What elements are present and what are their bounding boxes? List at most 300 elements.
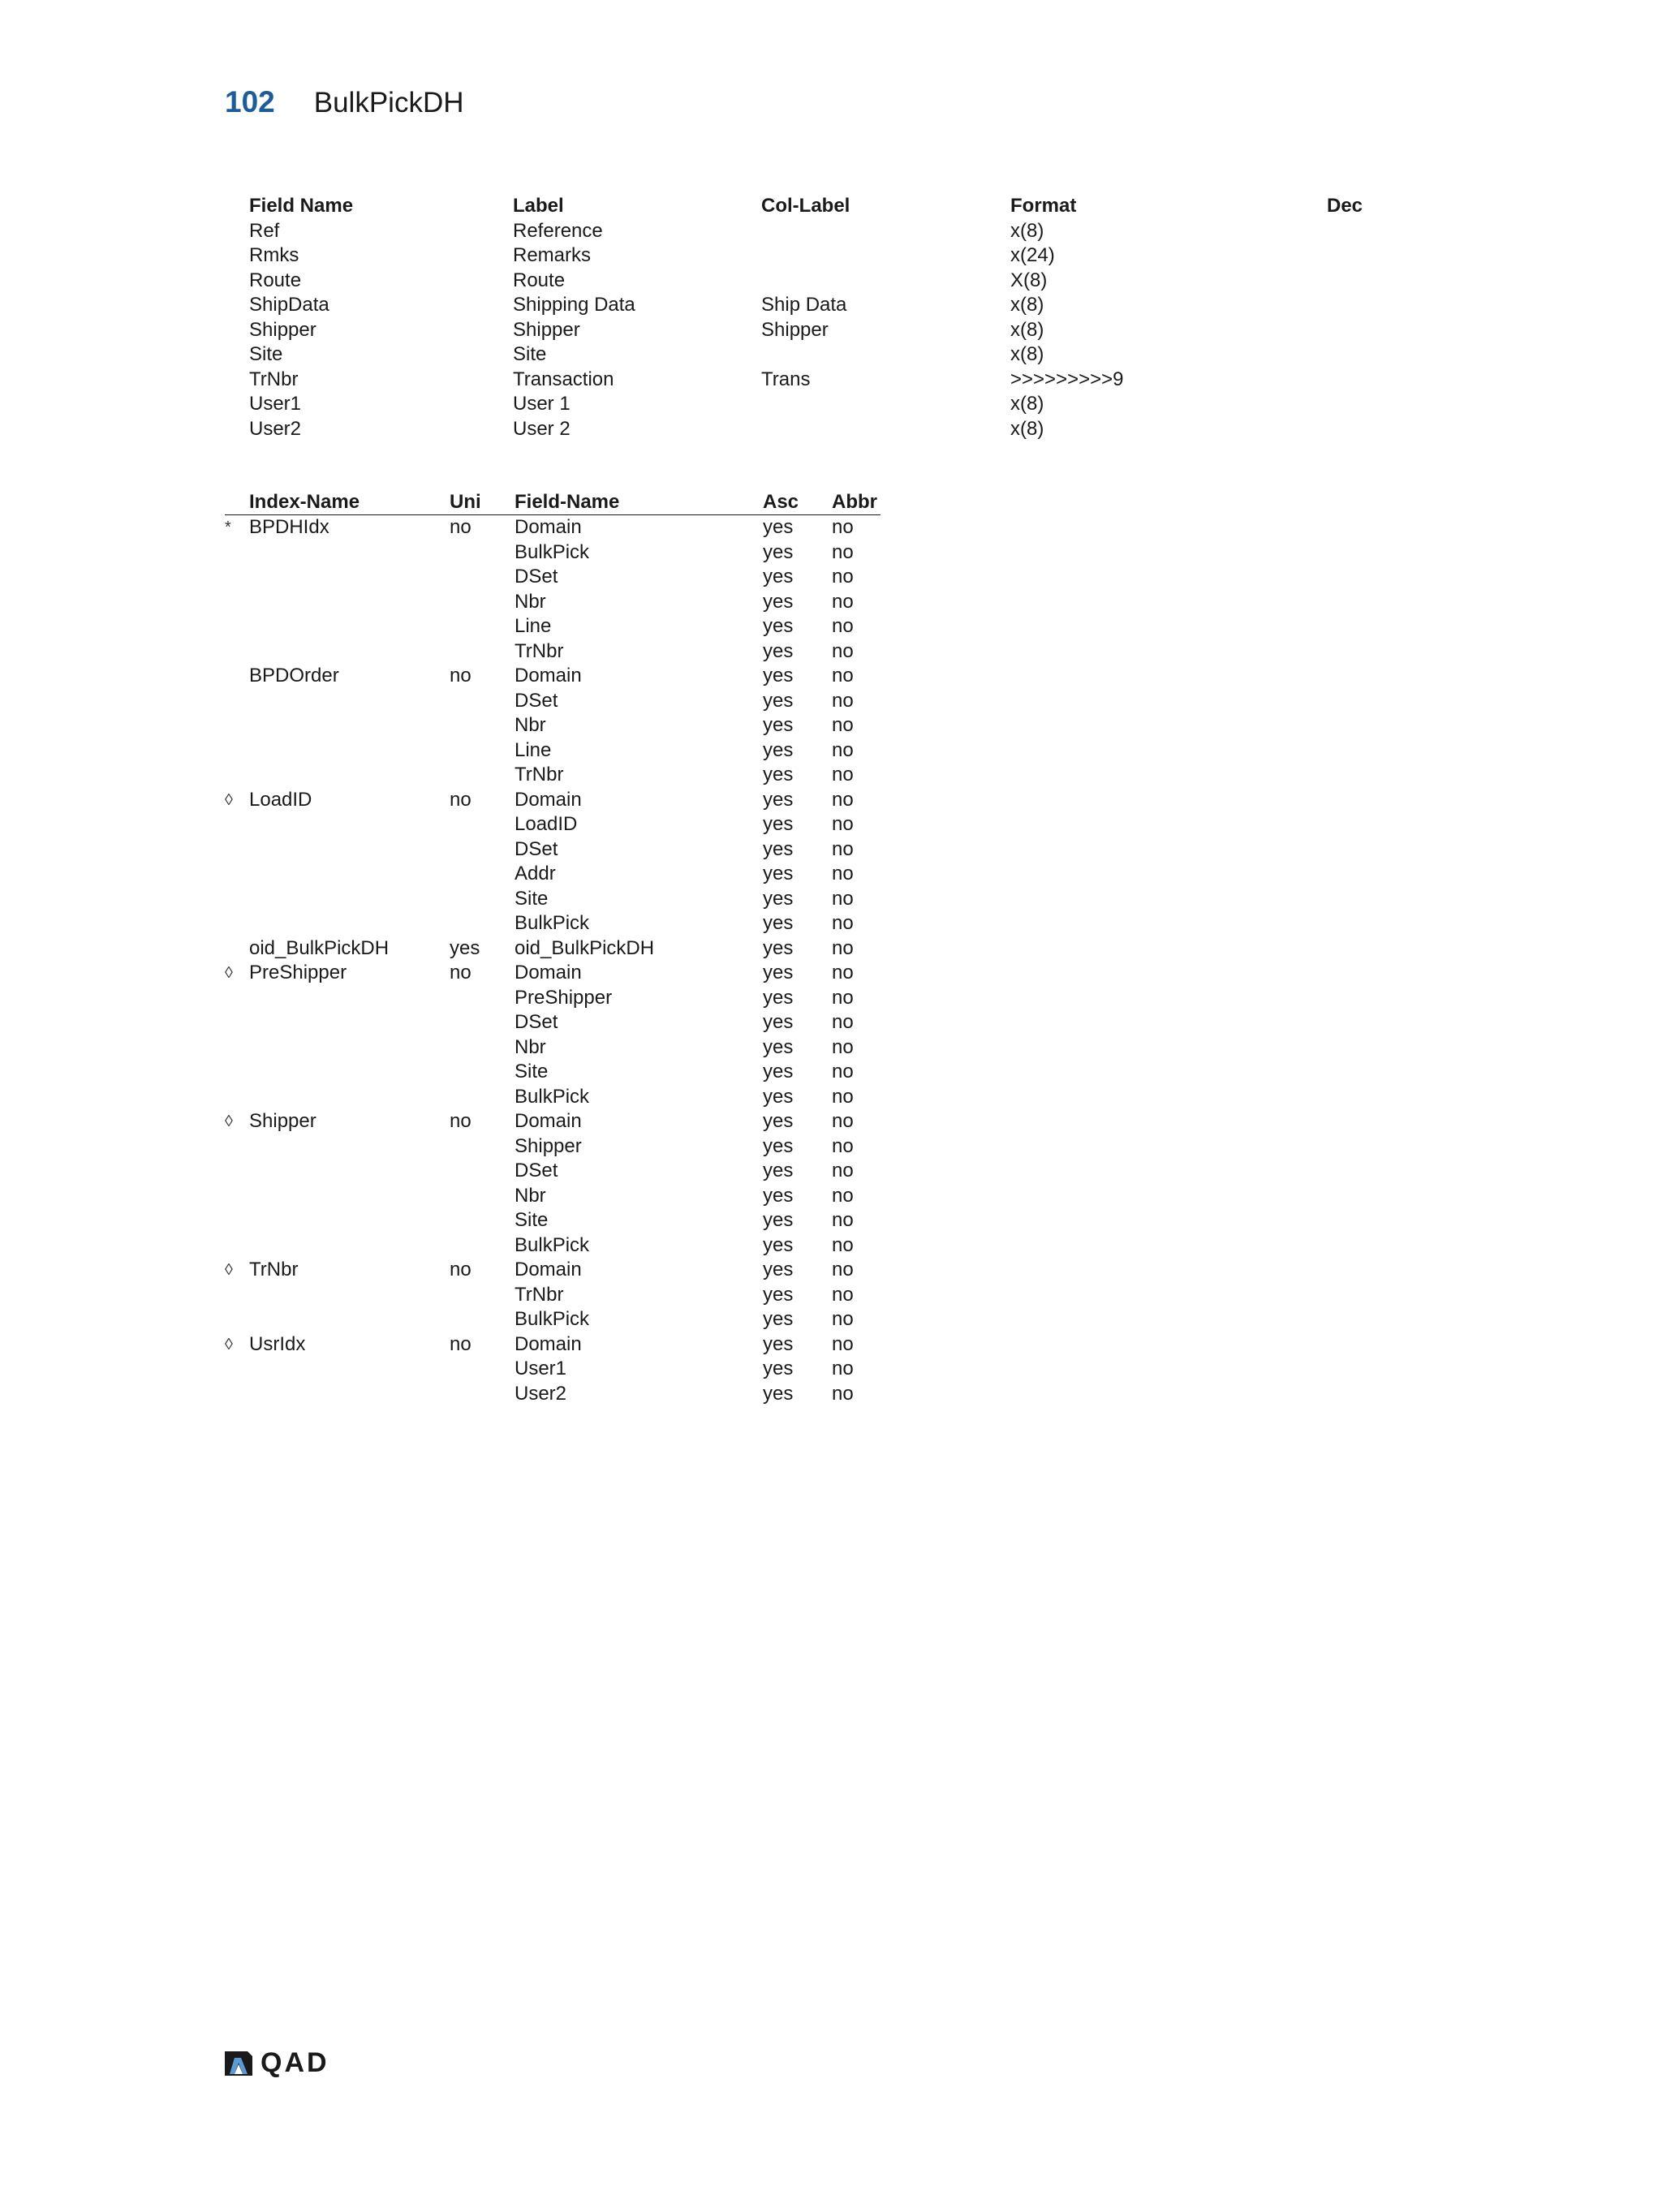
index-marker [225,862,249,887]
index-table-header [225,490,881,515]
table-cell: no [832,1283,854,1306]
column-header: Uni [450,491,481,513]
table-cell: User2 [249,417,302,440]
table-cell: yes [763,590,794,613]
table-cell: BulkPick [515,1085,590,1108]
table-row [249,368,1392,393]
table-cell: yes [763,764,794,785]
index-marker [225,911,249,936]
column-header: Index-Name [249,491,360,513]
table-cell [249,812,450,837]
table-cell: no [832,639,854,662]
table-cell: Shipper [515,1134,582,1157]
table-cell [249,887,450,912]
index-marker [225,1233,249,1259]
table-cell: DSet [515,566,558,587]
index-marker [225,1060,249,1085]
table-cell: yes [763,788,794,811]
table-row [249,269,1392,294]
table-cell [1327,342,1392,368]
table-cell: no [450,516,471,538]
table-cell: yes [763,1134,794,1157]
table-cell: Reference [513,219,603,242]
table-cell: Site [515,1209,549,1231]
table-row [249,318,1392,343]
table-cell: yes [763,1308,794,1330]
table-cell [450,1382,515,1407]
table-row [225,812,881,837]
table-cell: no [450,1259,471,1280]
table-cell: UsrIdx [249,1332,306,1355]
table-cell [450,738,515,764]
table-cell: Shipper [249,1110,316,1132]
column-header: Col-Label [761,195,850,217]
table-cell: yes [763,1110,794,1132]
table-cell: yes [763,887,794,910]
table-cell: Domain [515,788,582,811]
table-cell: Ship Data [761,294,847,316]
index-table-body [225,515,881,1406]
table-cell [450,689,515,714]
table-cell [450,862,515,887]
table-cell: X(8) [1010,269,1048,291]
column-header: Field Name [249,195,354,217]
table-cell: no [832,566,854,587]
table-cell: Line [515,615,552,637]
table-cell: DSet [515,689,558,712]
table-cell: x(24) [1010,244,1055,266]
index-marker: ◊ [225,1261,233,1279]
table-cell [450,1060,515,1085]
table-cell: yes [763,962,794,983]
index-marker [225,713,249,738]
table-cell: Site [515,887,549,910]
table-cell [249,1382,450,1407]
table-row [225,713,881,738]
table-cell [249,738,450,764]
table-cell [450,1010,515,1035]
table-cell [450,1085,515,1110]
table-cell: no [832,837,854,860]
table-cell: no [832,738,854,761]
table-cell [249,1134,450,1160]
index-table [225,490,881,1406]
table-cell [450,1035,515,1061]
index-marker [225,1010,249,1035]
table-cell: Shipper [249,318,316,341]
table-cell: Shipping Data [513,294,635,316]
qad-logo-icon [223,2050,254,2077]
table-row [225,689,881,714]
table-row [225,540,881,566]
table-row [225,738,881,764]
index-marker [225,1159,249,1184]
index-marker [225,1208,249,1233]
table-cell [450,1134,515,1160]
table-cell: yes [763,1035,794,1058]
table-cell: yes [763,986,794,1009]
table-cell [249,1060,450,1085]
table-cell [249,590,450,615]
table-cell [761,219,1010,244]
index-marker: ◊ [225,1112,233,1130]
table-row [225,961,881,986]
table-cell: TrNbr [249,368,299,390]
table-cell: yes [763,1283,794,1306]
table-cell: yes [763,516,794,538]
table-cell: no [832,540,854,563]
table-row [225,1258,881,1283]
table-cell [249,1085,450,1110]
table-cell: User2 [515,1382,567,1405]
column-header: Asc [763,491,799,513]
index-marker [225,1184,249,1209]
table-cell: PreShipper [515,986,613,1009]
field-table-body [249,219,1392,442]
table-cell: no [832,1332,854,1355]
table-row [225,590,881,615]
table-row [249,342,1392,368]
table-row [225,515,881,540]
table-cell [761,243,1010,269]
table-cell: no [832,1035,854,1058]
index-marker [225,540,249,566]
index-marker [225,639,249,665]
table-cell: x(8) [1010,393,1044,415]
table-cell [249,565,450,590]
table-cell [450,1159,515,1184]
index-marker [225,1283,249,1308]
table-cell: no [832,1209,854,1231]
table-cell: yes [763,566,794,587]
table-cell: yes [763,665,794,686]
table-cell [761,417,1010,442]
index-marker-column [225,490,249,514]
table-row [225,1332,881,1358]
index-marker [225,614,249,639]
table-row [225,1035,881,1061]
table-row [225,837,881,863]
table-cell [1327,219,1392,244]
table-cell: ShipData [249,294,329,316]
table-cell: no [832,764,854,785]
table-cell [249,1307,450,1332]
table-cell: no [832,962,854,983]
table-cell [249,1283,450,1308]
index-marker [225,689,249,714]
index-marker [225,986,249,1011]
table-row [225,936,881,962]
table-row [249,293,1392,318]
table-row [225,911,881,936]
column-header: Label [513,195,564,217]
table-cell [249,689,450,714]
table-cell [249,911,450,936]
table-cell: Remarks [513,244,592,266]
table-cell: no [832,590,854,613]
index-marker [225,664,249,689]
table-cell: no [832,1233,854,1256]
table-cell [249,1208,450,1233]
table-cell: no [450,1332,471,1355]
table-cell: Line [515,738,552,761]
table-cell: yes [763,615,794,637]
table-cell: no [832,1308,854,1330]
table-cell [450,614,515,639]
table-row [225,862,881,887]
table-cell: BulkPick [515,912,590,934]
index-marker: * [225,519,231,536]
table-cell: x(8) [1010,343,1044,365]
table-cell [249,862,450,887]
table-cell: no [832,1259,854,1280]
table-row [225,1357,881,1382]
table-cell: DSet [515,1160,558,1181]
table-cell [450,1357,515,1382]
table-cell: BPDHIdx [249,516,329,538]
table-cell: yes [763,1259,794,1280]
column-header: Format [1010,195,1077,217]
table-cell: no [832,936,854,959]
table-row [225,1010,881,1035]
table-cell: Addr [515,863,556,884]
table-cell: User 1 [513,393,571,415]
table-cell: Trans [761,368,811,390]
table-cell: Route [249,269,302,291]
table-cell: no [832,1358,854,1379]
table-cell [450,986,515,1011]
table-cell [450,590,515,615]
table-row [225,664,881,689]
table-cell: x(8) [1010,219,1044,242]
index-marker [225,1035,249,1061]
table-cell: Site [513,343,547,365]
page-number: 102 [225,85,275,118]
table-cell [450,540,515,566]
table-cell [450,713,515,738]
page-title: BulkPickDH [313,87,464,118]
table-row [225,763,881,788]
index-marker [225,1382,249,1407]
index-marker [225,1134,249,1160]
table-cell [249,763,450,788]
table-cell: no [450,1110,471,1132]
table-cell: Site [249,343,283,365]
table-cell: yes [763,1061,794,1082]
table-cell: TrNbr [515,764,564,785]
table-cell: yes [763,738,794,761]
table-cell: no [832,714,854,736]
table-cell: Shipper [761,318,829,341]
table-row [225,639,881,665]
table-cell: no [450,665,471,686]
index-marker [225,590,249,615]
table-cell: yes [763,1209,794,1231]
table-cell: yes [763,1358,794,1379]
table-cell [450,1233,515,1259]
table-row [225,1184,881,1209]
table-cell: x(8) [1010,417,1044,440]
table-cell: no [832,1134,854,1157]
table-cell: x(8) [1010,318,1044,341]
table-cell [249,1035,450,1061]
table-cell: no [832,887,854,910]
table-cell: Nbr [515,714,546,736]
table-cell: no [832,1160,854,1181]
table-cell [450,763,515,788]
index-marker [225,1307,249,1332]
table-cell: >>>>>>>>>9 [1010,368,1124,390]
table-cell: no [832,788,854,811]
table-cell [249,1233,450,1259]
page-header [225,85,464,119]
table-cell: yes [450,936,480,959]
table-cell [1327,293,1392,318]
table-row [225,1307,881,1332]
footer-logo [223,2047,329,2079]
table-cell: Transaction [513,368,614,390]
table-cell: Rmks [249,244,299,266]
table-cell: LoadID [249,788,312,811]
table-row [225,1134,881,1160]
table-cell [249,1184,450,1209]
logo-text: QAD [260,2047,329,2078]
index-marker [225,812,249,837]
table-cell: Domain [515,1332,582,1355]
table-cell: yes [763,863,794,884]
table-cell: yes [763,1332,794,1355]
table-row [249,219,1392,244]
table-cell [249,540,450,566]
table-cell: no [832,912,854,934]
table-cell: Ref [249,219,280,242]
table-cell [450,1208,515,1233]
table-cell: no [832,689,854,712]
index-marker: ◊ [225,1335,233,1353]
column-header: Dec [1327,195,1363,217]
table-row [225,986,881,1011]
table-row [225,1382,881,1407]
index-marker [225,936,249,962]
table-row [225,788,881,813]
table-cell: LoadID [515,813,578,835]
table-row [225,614,881,639]
table-row [225,887,881,912]
table-cell: yes [763,912,794,934]
table-cell: yes [763,1011,794,1033]
table-cell: no [832,1110,854,1132]
table-cell: Domain [515,1259,582,1280]
table-cell: no [832,863,854,884]
table-cell: Nbr [515,590,546,613]
table-cell [450,911,515,936]
index-marker: ◊ [225,964,233,982]
index-marker [225,1357,249,1382]
table-cell: yes [763,1160,794,1181]
table-cell: Domain [515,962,582,983]
table-row [225,1233,881,1259]
table-cell: Domain [515,665,582,686]
index-marker [225,887,249,912]
column-header: Field-Name [515,491,620,513]
table-cell: oid_BulkPickDH [515,936,655,959]
table-cell [1327,243,1392,269]
table-cell: Site [515,1061,549,1082]
table-cell: no [832,615,854,637]
table-row [225,1159,881,1184]
table-cell [249,986,450,1011]
field-table [249,194,1392,441]
table-cell [249,1357,450,1382]
table-cell: DSet [515,1011,558,1033]
table-cell: Domain [515,516,582,538]
table-cell [249,837,450,863]
table-cell: no [450,962,471,983]
table-cell: no [450,788,471,811]
table-cell: User 2 [513,417,571,440]
table-cell [249,1159,450,1184]
table-cell [1327,269,1392,294]
table-cell: BulkPick [515,1308,590,1330]
index-marker [225,763,249,788]
table-row [225,1060,881,1085]
table-cell [249,639,450,665]
table-cell: Route [513,269,566,291]
table-cell: DSet [515,837,558,860]
table-cell: no [832,1061,854,1082]
table-cell: yes [763,1184,794,1207]
table-cell: no [832,665,854,686]
table-cell: BulkPick [515,540,590,563]
table-cell: BPDOrder [249,665,339,686]
table-cell: Nbr [515,1035,546,1058]
table-cell: no [832,1011,854,1033]
table-cell: BulkPick [515,1233,590,1256]
table-cell [450,812,515,837]
table-cell [1327,318,1392,343]
table-cell [450,1283,515,1308]
table-cell [1327,368,1392,393]
table-cell: no [832,516,854,538]
table-cell: no [832,1085,854,1108]
table-cell: User1 [515,1358,567,1379]
table-cell [761,392,1010,417]
table-cell: Shipper [513,318,580,341]
table-cell: yes [763,540,794,563]
table-cell [450,887,515,912]
table-cell: yes [763,639,794,662]
table-cell [450,639,515,665]
table-row [249,392,1392,417]
table-cell [761,342,1010,368]
table-cell [249,713,450,738]
table-cell: yes [763,837,794,860]
table-cell: no [832,1184,854,1207]
table-cell: PreShipper [249,962,347,983]
table-cell: yes [763,813,794,835]
table-cell: x(8) [1010,294,1044,316]
table-cell: Nbr [515,1184,546,1207]
table-cell: oid_BulkPickDH [249,936,390,959]
table-row [225,1109,881,1134]
table-cell: no [832,986,854,1009]
table-row [225,1208,881,1233]
table-cell: yes [763,1085,794,1108]
table-cell [450,565,515,590]
table-cell: Domain [515,1110,582,1132]
table-cell: yes [763,689,794,712]
table-cell [1327,417,1392,442]
